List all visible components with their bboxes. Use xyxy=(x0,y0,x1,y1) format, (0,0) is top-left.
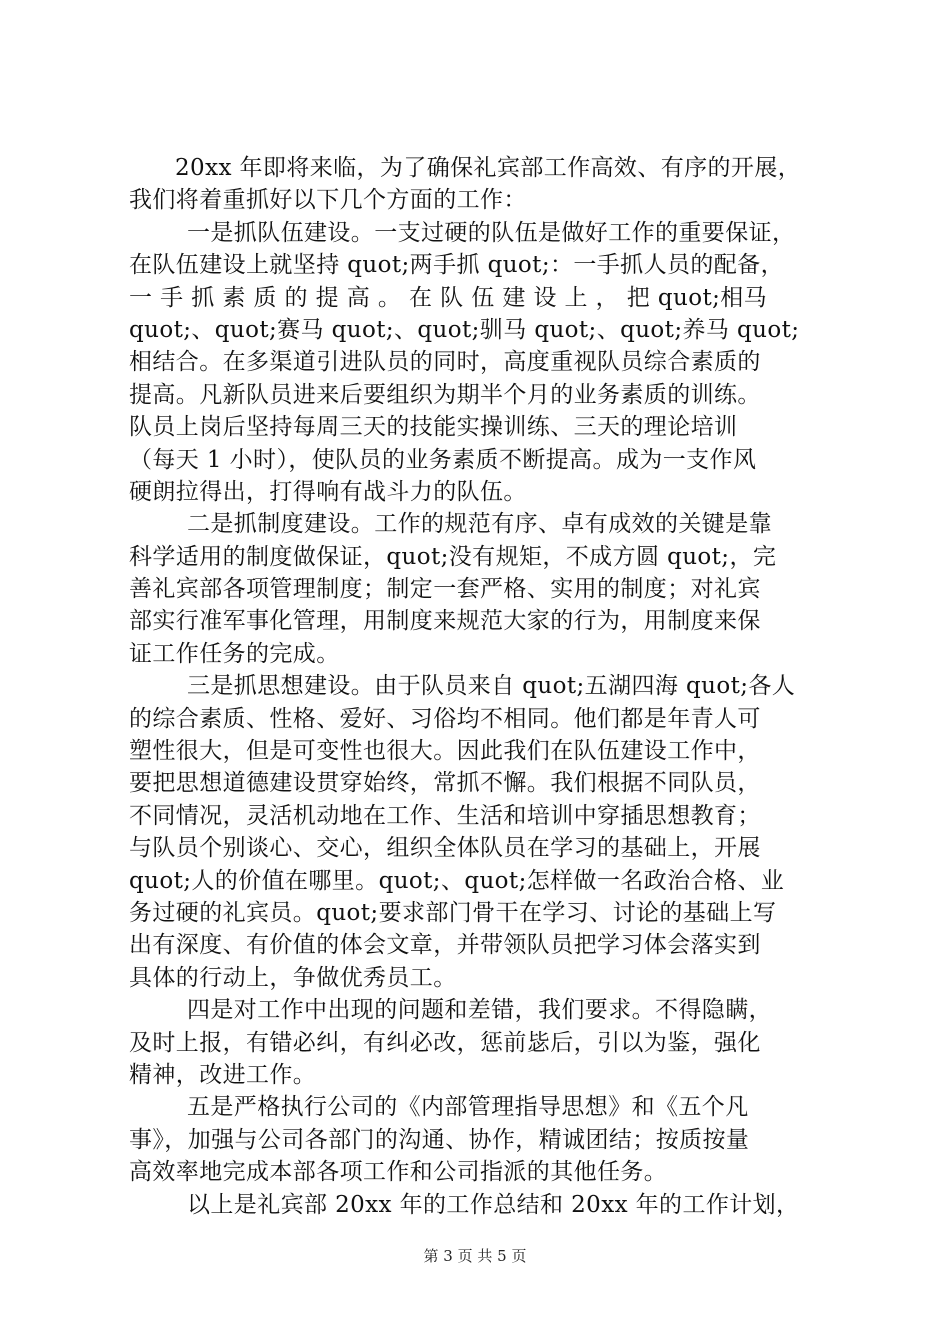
text-line: 证工作任务的完成。 xyxy=(129,640,340,667)
text-line: 塑性很大，但是可变性也很大。因此我们在队伍建设工作中， xyxy=(129,738,761,765)
text-line: quot;人的价值在哪里。quot;、quot;怎样做一名政治合格、业 xyxy=(129,867,785,894)
text-line: 以上是礼宾部 20xx 年的工作总结和 20xx 年的工作计划， xyxy=(187,1191,800,1218)
text-line: 不同情况，灵活机动地在工作、生活和培训中穿插思想教育； xyxy=(129,802,761,829)
text-line: 相结合。在多渠道引进队员的同时，高度重视队员综合素质的 xyxy=(129,349,761,376)
text-line: 我们将着重抓好以下几个方面的工作： xyxy=(129,187,527,214)
text-line: 精神，改进工作。 xyxy=(129,1061,317,1088)
text-line: 的综合素质、性格、爱好、习俗均不相同。他们都是年青人可 xyxy=(129,705,761,732)
text-line: 二是抓制度建设。工作的规范有序、卓有成效的关键是靠 xyxy=(187,511,772,538)
text-line: 20xx 年即将来临，为了确保礼宾部工作高效、有序的开展， xyxy=(175,155,802,181)
text-line: 及时上报，有错必纠，有纠必改，惩前毖后，引以为鉴，强化 xyxy=(129,1029,761,1056)
text-line: 善礼宾部各项管理制度；制定一套严格、实用的制度；对礼宾 xyxy=(129,576,761,603)
text-line: （每天 1 小时），使队员的业务素质不断提高。成为一支作风 xyxy=(129,446,757,473)
text-line: 要把思想道德建设贯穿始终，常抓不懈。我们根据不同队员， xyxy=(129,770,761,797)
text-line: 硬朗拉得出，打得响有战斗力的队伍。 xyxy=(129,478,527,505)
text-line: 四是对工作中出现的问题和差错，我们要求。不得隐瞒， xyxy=(187,997,772,1024)
text-line: 科学适用的制度做保证，quot;没有规矩，不成方圆 quot;，完 xyxy=(129,543,777,570)
text-line: 高效率地完成本部各项工作和公司指派的其他任务。 xyxy=(129,1159,668,1186)
text-line: 三是抓思想建设。由于队员来自 quot;五湖四海 quot;各人 xyxy=(187,673,796,700)
text-line: 出有深度、有价值的体会文章，并带领队员把学习体会落实到 xyxy=(129,932,761,959)
text-line: 务过硬的礼宾员。quot;要求部门骨干在学习、讨论的基础上写 xyxy=(129,899,777,926)
text-line: 事》，加强与公司各部门的沟通、协作，精诚团结；按质按量 xyxy=(129,1126,750,1153)
text-line: 五是严格执行公司的《内部管理指导思想》和《五个凡 xyxy=(187,1094,749,1121)
text-line: 部实行准军事化管理，用制度来规范大家的行为，用制度来保 xyxy=(129,608,761,635)
text-line: quot;、quot;赛马 quot;、quot;驯马 quot;、quot;养马 quot; xyxy=(129,316,800,343)
text-line: 一是抓队伍建设。一支过硬的队伍是做好工作的重要保证， xyxy=(187,219,796,246)
page-footer: 第 3 页 共 5 页 xyxy=(423,1247,527,1265)
text-line: 队员上岗后坚持每周三天的技能实操训练、三天的理论培训 xyxy=(129,414,738,441)
text-line: 与队员个别谈心、交心，组织全体队员在学习的基础上，开展 xyxy=(129,835,761,862)
text-line: 具体的行动上，争做优秀员工。 xyxy=(129,964,457,991)
text-line: 在队伍建设上就坚持 quot;两手抓 quot;：一手抓人员的配备， xyxy=(129,252,784,279)
text-line: 一 手 抓 素 质 的 提 高 。 在 队 伍 建 设 上 ， 把 quot;相马 xyxy=(129,284,768,311)
document-body xyxy=(129,152,835,1221)
text-line: 提高。凡新队员进来后要组织为期半个月的业务素质的训练。 xyxy=(129,381,761,408)
